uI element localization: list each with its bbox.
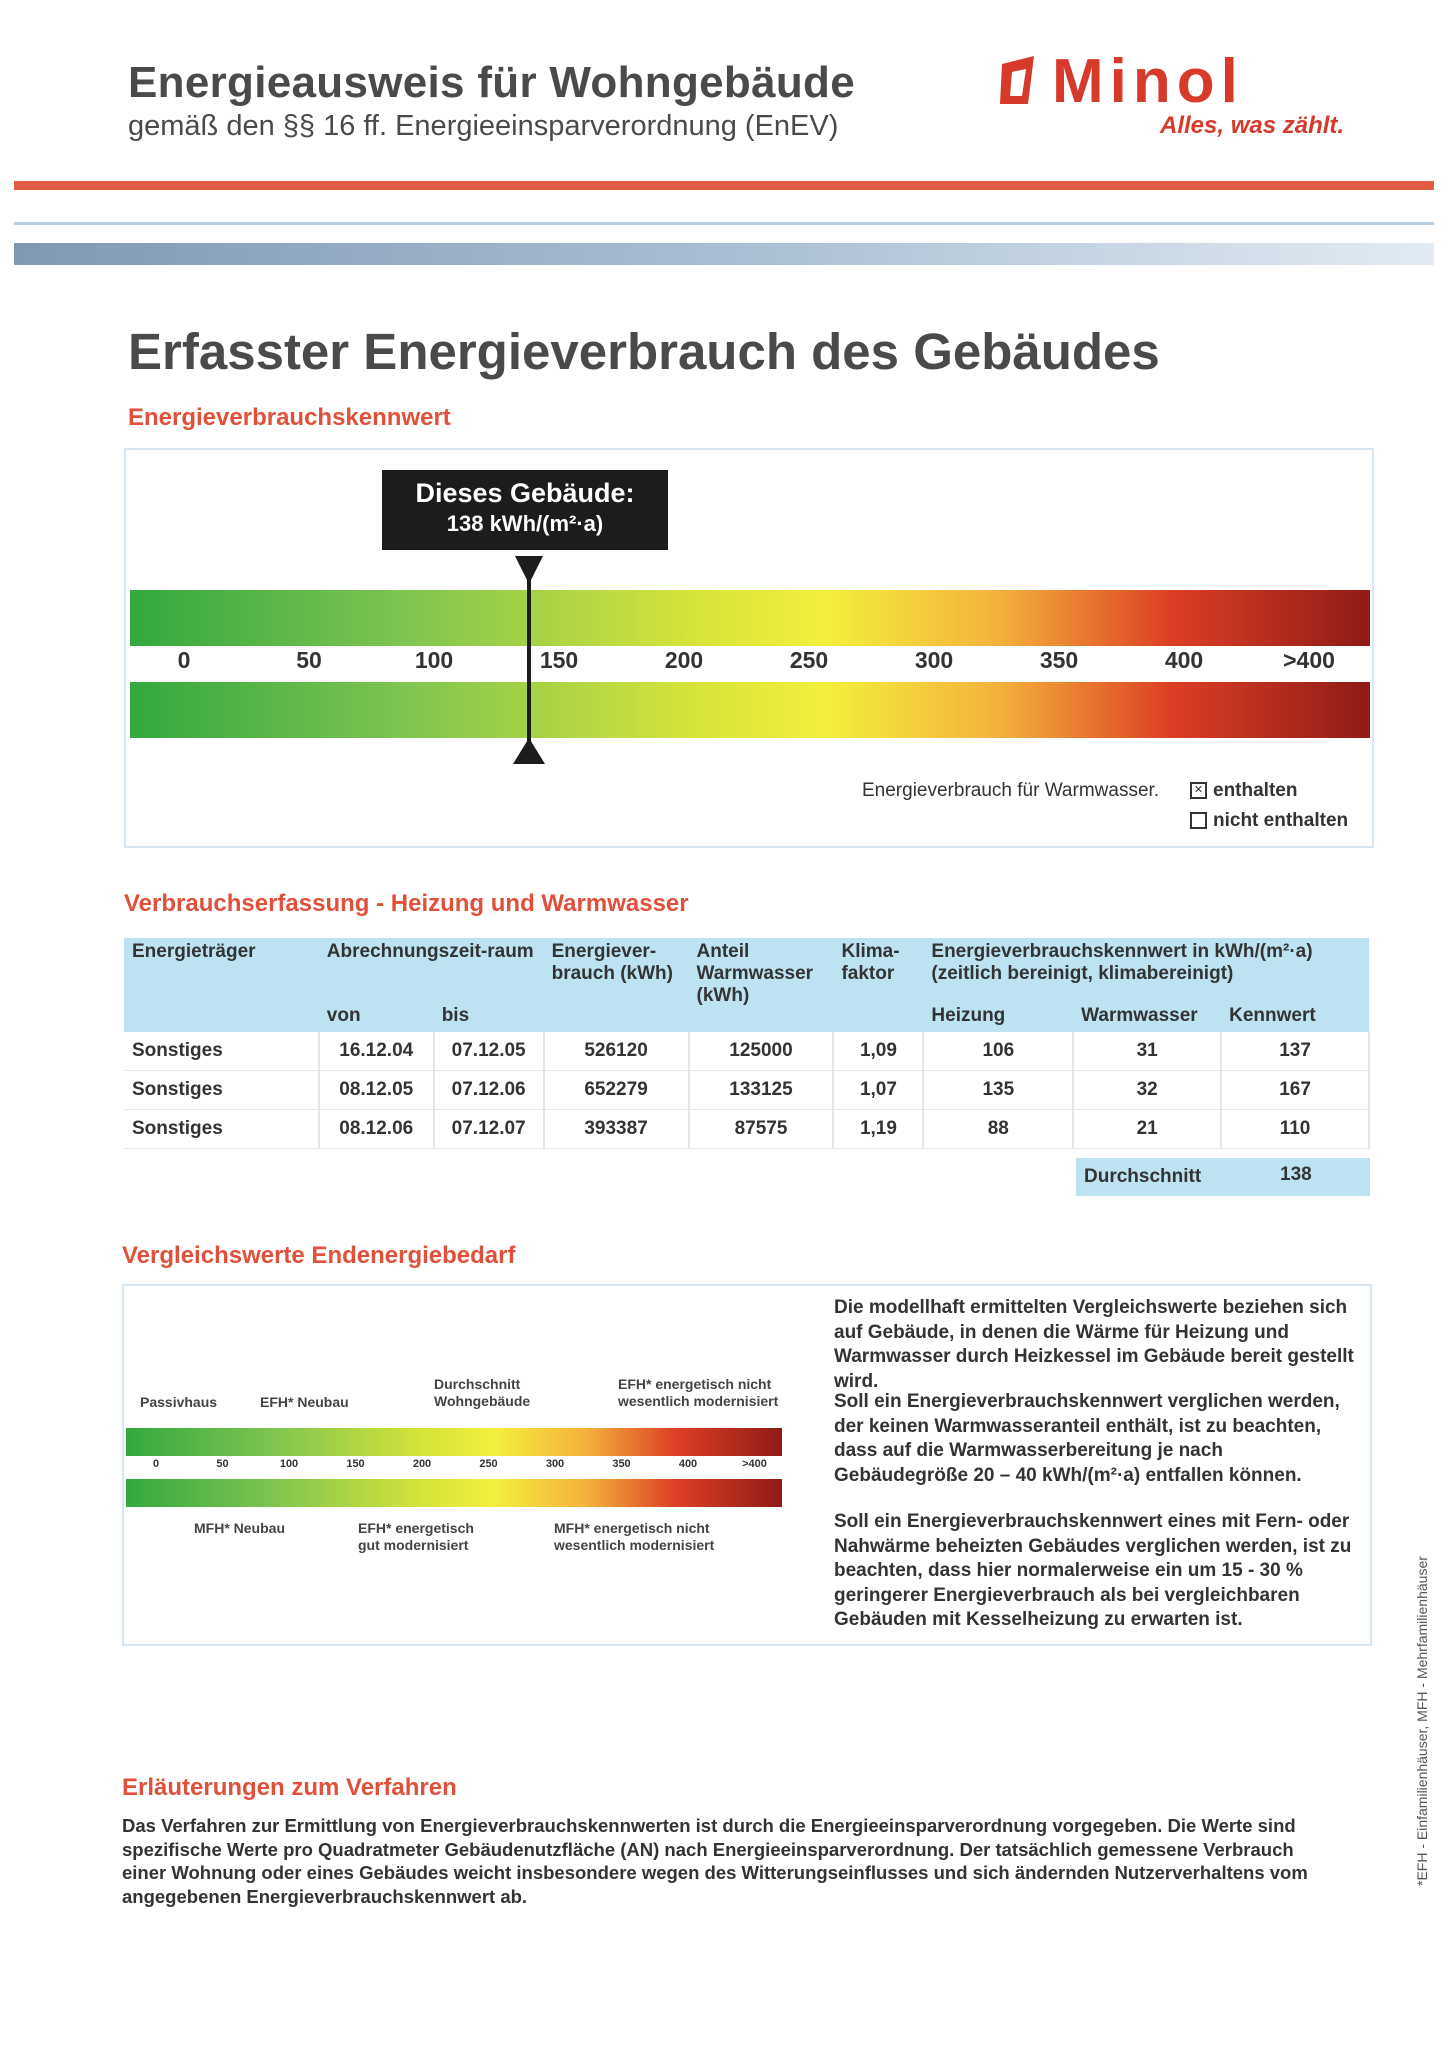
consumption-table	[124, 938, 1370, 1149]
value-marker	[509, 556, 549, 764]
explanation-heading: Erläuterungen zum Verfahren	[122, 1774, 457, 1801]
header-period: Abrechnungszeit-raum	[319, 938, 544, 1002]
label-efh-well-modernised: EFH* energetisch gut modernisiert	[358, 1520, 474, 1553]
scale-tick-label: 100	[279, 1458, 299, 1470]
scale-tick-label: 100	[414, 647, 454, 673]
comparison-panel	[122, 1284, 1372, 1646]
header-warmwater-share: Anteil Warmwasser (kWh)	[689, 938, 834, 1032]
header-blue-band	[14, 243, 1434, 265]
option-not-included: nicht enthalten	[1190, 810, 1348, 832]
scale-tick-label: 200	[412, 1458, 432, 1470]
header-heating: Heizung	[923, 1002, 1073, 1032]
header-carrier: Energieträger	[124, 938, 319, 1032]
header-kennwert-group: Energieverbrauchskennwert in kWh/(m²·a) (zeitlich bereinigt, klimabereinigt)	[923, 938, 1369, 1002]
comparison-scale-labels	[126, 1458, 782, 1480]
header-from: von	[319, 1002, 434, 1032]
warmwater-label: Energieverbrauch für Warmwasser.	[862, 780, 1160, 801]
scale-bar-top	[130, 590, 1370, 646]
header-consumption: Energiever-brauch (kWh)	[544, 938, 689, 1032]
document-title: Energieausweis für Wohngebäude	[128, 58, 855, 107]
average-row	[1076, 1158, 1370, 1196]
section-heading: Erfasster Energieverbrauch des Gebäudes	[128, 323, 1160, 380]
scale-tick-label: 300	[545, 1458, 565, 1470]
table-row: Sonstiges 16.12.04 07.12.05 526120 125000 1,09 106 31 137	[124, 1032, 1369, 1071]
svg-text:Minol: Minol	[1052, 50, 1244, 108]
callout-title: Dieses Gebäude:	[415, 478, 635, 508]
scale-tick-label: 250	[789, 647, 829, 673]
comparison-bar-top	[126, 1428, 782, 1456]
side-footnote: *EFH - Einfamilienhäuser, MFH - Mehrfamilienhäuser	[1414, 1556, 1430, 1886]
average-value: 138	[1280, 1164, 1312, 1185]
comparison-heading: Vergleichswerte Endenergiebedarf	[122, 1242, 516, 1269]
label-mfh-not-modernised: MFH* energetisch nicht wesentlich modernisiert	[554, 1520, 715, 1553]
comparison-text-2: Soll ein Energieverbrauchskennwert verglichen werden, der keinen Warmwasseranteil enthält, ist zu beachten, dass auf die Warmwasserbereitung je nach Gebäudegröße 20 – 40 kWh/(m²·a) entfallen können.	[834, 1391, 1340, 1486]
scale-labels	[130, 647, 1370, 683]
checkbox-empty-icon	[1190, 812, 1207, 829]
explanation-text: Das Verfahren zur Ermittlung von Energieverbrauchskennwerten ist durch die Energieeinsparverordnung vorgegeben. Die Werte sind spezifische Werte pro Quadratmeter Gebäudenutzfläche (AN) nach Energieeinsparverordnung. Der tatsächlich gemessene Verbrauch einer Wohnung oder eines Gebäudes weicht insbesondere wegen des Witterungseinflusses und sich ändernden Nutzerverhaltens vom angegebenen Energieverbrauchskennwert ab.	[122, 1815, 1308, 1907]
header-red-rule	[14, 181, 1434, 190]
table-row: Sonstiges 08.12.05 07.12.06 652279 133125 1,07 135 32 167	[124, 1071, 1369, 1110]
callout-value: 138 kWh/(m²·a)	[446, 511, 604, 536]
scale-tick-label: >400	[742, 1458, 767, 1470]
scale-tick-label: >400	[1283, 647, 1335, 673]
header-to: bis	[434, 1002, 544, 1032]
scale-tick-label: 50	[296, 647, 322, 673]
scale-tick-label: 300	[914, 647, 954, 673]
scale-tick-label: 400	[678, 1458, 698, 1470]
scale-tick-label: 200	[664, 647, 704, 673]
minol-logo	[1000, 50, 1380, 108]
kennwert-panel	[124, 448, 1374, 848]
scale-tick-label: 150	[346, 1458, 365, 1470]
building-callout	[382, 470, 668, 550]
checkbox-checked-icon: ✕	[1190, 782, 1207, 799]
label-passivhaus: Passivhaus	[140, 1394, 218, 1410]
comparison-text-3: Soll ein Energieverbrauchskennwert eines mit Fern- oder Nahwärme beheizten Gebäudes verglichen werden, ist zu beachten, dass hier normalerweise ein um 15 - 30 % geringerer Energieverbrauch als bei vergleichbaren Gebäuden mit Kesselheizung zu erwarten ist.	[834, 1511, 1352, 1630]
comparison-text-1: Die modellhaft ermittelten Vergleichswerte beziehen sich auf Gebäude, in denen die Wärme für Heizung und Warmwasser durch Heizkessel im Gebäude bereit gestellt wird.	[834, 1297, 1354, 1392]
scale-tick-label: 350	[1039, 647, 1079, 673]
header-warmwater: Warmwasser	[1073, 1002, 1221, 1032]
label-efh-not-modernised: EFH* energetisch nicht wesentlich modernisiert	[618, 1376, 779, 1409]
label-mfh-neubau: MFH* Neubau	[194, 1520, 285, 1536]
consumption-heading: Verbrauchserfassung - Heizung und Warmwasser	[124, 890, 689, 917]
scale-tick-label: 250	[479, 1458, 498, 1470]
scale-bar-bottom	[130, 682, 1370, 738]
scale-tick-label: 0	[177, 647, 191, 673]
marker-arrows-icon	[509, 556, 549, 764]
scale-tick-label: 50	[216, 1458, 229, 1470]
scale-tick-label: 150	[539, 647, 579, 673]
scale-tick-label: 0	[152, 1458, 160, 1470]
scale-tick-label: 400	[1164, 647, 1204, 673]
document-subtitle: gemäß den §§ 16 ff. Energieeinsparverordnung (EnEV)	[128, 110, 839, 142]
header-climate: Klima-faktor	[833, 938, 923, 1032]
header-blue-rule	[14, 222, 1434, 225]
comparison-bar-bottom	[126, 1479, 782, 1507]
header-kennwert: Kennwert	[1221, 1002, 1369, 1032]
label-efh-neubau: EFH* Neubau	[260, 1394, 349, 1410]
kennwert-heading: Energieverbrauchskennwert	[128, 404, 451, 431]
average-label: Durchschnitt	[1084, 1166, 1202, 1187]
scale-tick-label: 350	[612, 1458, 631, 1470]
label-average-building: Durchschnitt Wohngebäude	[434, 1376, 531, 1409]
brand-slogan: Alles, was zählt.	[1160, 112, 1345, 139]
table-row: Sonstiges 08.12.06 07.12.07 393387 87575 1,19 88 21 110	[124, 1110, 1369, 1149]
option-included: ✕ enthalten	[1190, 780, 1297, 802]
